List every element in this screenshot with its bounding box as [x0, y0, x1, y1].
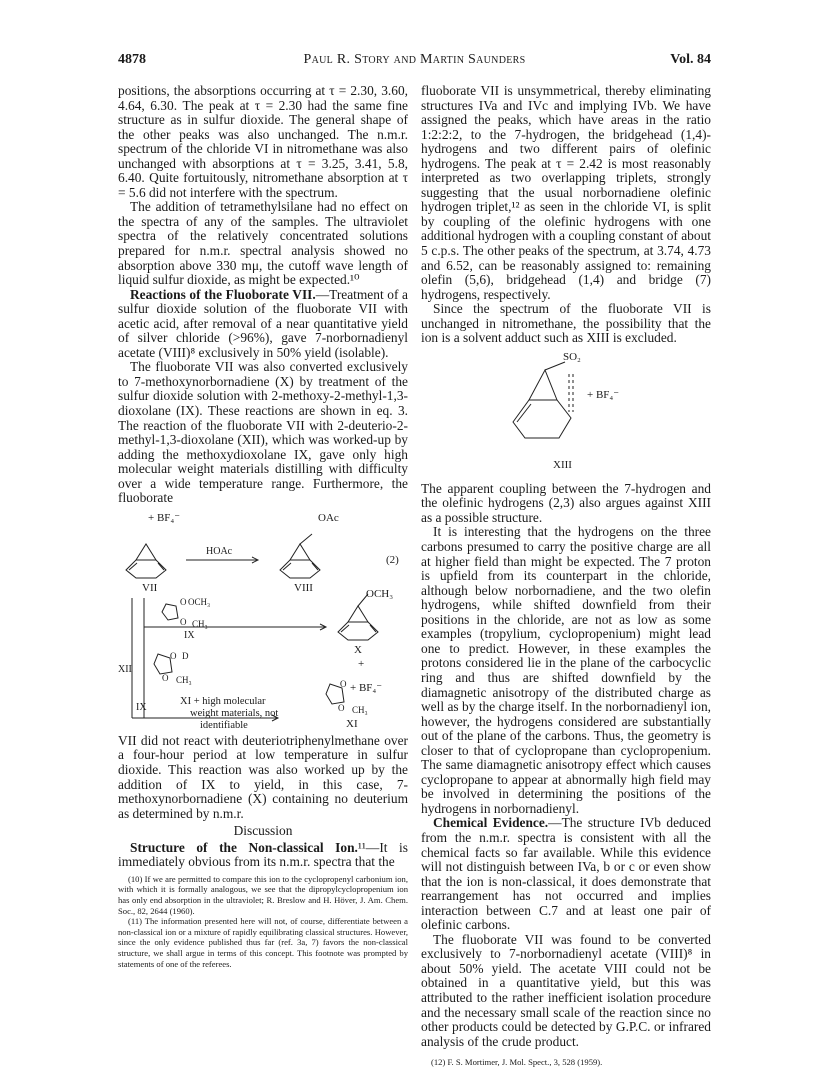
- atom-label: O: [340, 678, 347, 689]
- atom-label: CH₃: [352, 704, 368, 715]
- equation-number: (2): [386, 553, 399, 566]
- compound-label: XI: [346, 717, 358, 730]
- paragraph: [118, 841, 408, 870]
- atom-label: O: [180, 616, 187, 627]
- compound-label: XIII: [553, 458, 572, 471]
- compound-label: VIII: [294, 581, 313, 594]
- paragraph: It is interesting that the hydrogens on the three carbons presumed to carry the positive charge are all at higher field than might be expected. The 7 proton is upfield from its counterpart in the chloride, although below norbornadiene, and the two olefin hydrogens, while shifted downfield from their positions in the chloride, are not as low as some examples (tropylium, cyclopropenium) might lead one to predict. However, in these examples the protons considered lie in the plane of the carbocyclic ring and thus are shifted downfield by the diamagnetic anisotropy of the distributed charge as well as by the charge itself. In the norbornadienyl ion, however, the hydrogens considered are substantially out of the plane of the carbons. Thus, the geometry is closer to that of cyclopropane than cyclopropenium. The same diamagnetic anisotropy effect which causes cyclopropane to appear at abnormally high field may be involved in determining the positions of the hydrogens in norbornadienyl.: [421, 524, 711, 816]
- product-note: weight materials, not: [190, 707, 279, 719]
- paragraph: The addition of tetramethylsilane had no effect on the spectra of any of the samples. The ultraviolet spectra of the relatively concentrated solutions prepared for n.m.r. spectral analysis showed no absorption above 330 mμ, the cutoff wave length of liquid sulfur dioxide, as might be expected.¹⁰: [118, 199, 408, 288]
- atom-label: CH₃: [192, 618, 208, 629]
- paragraph: The apparent coupling between the 7-hydrogen and the olefinic hydrogens (2,3) also argues against XIII as a possible structure.: [421, 480, 711, 525]
- paragraph-text: —Treatment of a sulfur dioxide solution of the fluoborate VII with acetic acid, after removal of a near quantitative yield of silver chloride (>96%), gave 7-norbornadienyl acetate (VIII)⁸ exclusively in 50% yield (isolable).: [118, 286, 409, 360]
- right-column: [421, 84, 711, 1068]
- paragraph: Since the spectrum of the fluoborate VII is unchanged in nitromethane, the possibility that the ion is a solvent adduct such as XIII is excluded.: [421, 301, 711, 346]
- substituent-label: OCH₃: [366, 587, 394, 600]
- product-note: XI + high molecular: [180, 695, 266, 707]
- reagent-label: XII: [118, 663, 132, 675]
- structure-xiii-figure: [421, 348, 711, 476]
- atom-label: O: [338, 702, 345, 713]
- bf4-label: + BF₄⁻: [587, 388, 620, 401]
- atom-label: O: [162, 672, 169, 683]
- paragraph: [421, 816, 711, 932]
- structure-vii: [126, 544, 166, 578]
- volume-label: Vol. 84: [670, 52, 711, 67]
- reagent-label: IX: [184, 629, 195, 641]
- structure-x: [338, 594, 378, 640]
- atom-label: D: [182, 650, 189, 661]
- bf4-label: + BF₄⁻: [350, 681, 383, 694]
- paragraph: [118, 288, 408, 361]
- compound-label: X: [354, 643, 362, 656]
- atom-label: CH₃: [176, 674, 192, 685]
- running-authors: Paul R. Story and Martin Saunders: [303, 52, 526, 67]
- run-in-heading: Structure of the Non-classical Ion.: [130, 839, 358, 855]
- reagent-label: IX: [136, 701, 147, 713]
- atom-label: OCH₃: [188, 596, 211, 607]
- product-note: identifiable: [200, 719, 248, 731]
- paragraph: VII did not react with deuteriotriphenylmethane over a four-hour period at low temperature in sulfur dioxide. This reaction was also worked up by the addition of IX to yield, in this case, 7-methoxynorbornadiene (X) containing no deuterium as determined by n.m.r.: [118, 732, 408, 821]
- paragraph: The fluoborate VII was also converted exclusively to 7-methoxynorbornadiene (X) by treatment of the sulfur dioxide solution with 2-methoxy-2-methyl-1,3-dioxolane (IX). These reactions are shown in eq. 3. The reaction of the fluoborate VII with 2-deuterio-2-methyl-1,3-dioxolane (XII), which was worked-up by adding the methoxydioxolane IX, gave only high molecular weight materials distilling with difficulty over a wide temperature range. Furthermore, the fluoborate: [118, 359, 408, 506]
- reaction-scheme: [118, 512, 408, 730]
- substituent-label: OAc: [318, 511, 339, 524]
- paragraph: positions, the absorptions occurring at τ = 2.30, 3.60, 4.64, 6.30. The peak at τ = 2.30 had the same fine structure as in sulfur dioxide. The general shape of the other peaks was also unchanged. The n.m.r. spectrum of the chloride VI in nitromethane was also unchanged with absorptions at τ = 3.25, 3.41, 5.8, 6.40. Quite fortuitously, nitromethane absorption at τ = 5.6 did not interfere with the spectrum.: [118, 83, 408, 200]
- page-number: 4878: [118, 52, 146, 67]
- plus-sign: +: [358, 657, 365, 670]
- footnote-ref: ¹¹: [357, 839, 366, 855]
- paragraph: fluoborate VII is unsymmetrical, thereby eliminating structures IVa and IVc and implying IVb. We have assigned the peaks, which have areas in the ratio 1:2:2:2, to the 7-hydrogen, the bridgehead (1,4)-hydrogens and two different pairs of olefinic hydrogens. The peak at τ = 2.42 is most reasonably interpreted as two overlapping triplets, strongly suggesting that the usual norbornadiene olefinic hydrogen triplet,¹² as seen in the chloride VI, is split by coupling of the olefinic hydrogens with one additional hydrogen with a coupling constant of about 5 c.p.s. The other peaks of the spectrum, at 3.74, 4.73 and 6.52, can be reasonably assigned to: remaining olefin (5,6), bridgehead (1,4) and bridge (7) hydrogens, respectively.: [421, 83, 711, 302]
- running-header: [118, 52, 711, 70]
- left-column: [118, 84, 408, 969]
- reagent-label: HOAc: [206, 545, 233, 557]
- paragraph-text: —The structure IVb deduced from the n.m.r. spectra is consistent with all the chemical facts so far available. While this evidence will not distinguish between IVa, b or c or even show that the ion is non-classical, it does demonstrate that rearrangement has not occurred and implies interaction between C.7 and at least one pair of olefinic carbons.: [421, 815, 712, 933]
- bf4-label: + BF₄⁻: [148, 511, 181, 524]
- atom-label: O: [170, 650, 177, 661]
- structure-xiii: [421, 348, 711, 476]
- substituent-label: SO₂: [563, 350, 581, 363]
- run-in-heading: Reactions of the Fluoborate VII.: [130, 286, 316, 302]
- footnote: (11) The information presented here will not, of course, differentiate between a non-classical ion or a mixture of rapidly equilibrating classical structures. However, since the only evidence published thus far (ref. 3a, 7) favors the non-classical structure, we shall argue in terms of this concept. This footnote was prompted by statements of one of the referees.: [118, 916, 408, 969]
- paragraph: The fluoborate VII was found to be converted exclusively to 7-norbornadienyl acetate (VIII)⁸ in about 50% yield. The acetate VIII could not be obtained in a quantitative yield, but this was attributed to the rather inefficient isolation procedure and the necessary small scale of the reaction since no other products could be detected by G.P.C. or infrared analysis of the crude product.: [421, 931, 711, 1049]
- atom-label: O: [180, 596, 187, 607]
- footnote: (12) F. S. Mortimer, J. Mol. Spect., 3, 528 (1959).: [431, 1057, 603, 1068]
- structure-viii: [280, 534, 320, 578]
- compound-label: VII: [142, 581, 158, 594]
- run-in-heading: Chemical Evidence.: [433, 815, 549, 831]
- footnote: (10) If we are permitted to compare this ion to the cyclopropenyl carbonium ion, with which it is formally analogous, we see that the dipropylcyclopropenium ion has only end absorption in the ultraviolet; R. Breslow and H. Höver, J. Am. Chem. Soc., 82, 2644 (1960).: [118, 873, 408, 916]
- section-title: Discussion: [233, 823, 293, 839]
- paragraph-text: —It is immediately obvious from its n.m.r. spectra that the: [118, 839, 408, 870]
